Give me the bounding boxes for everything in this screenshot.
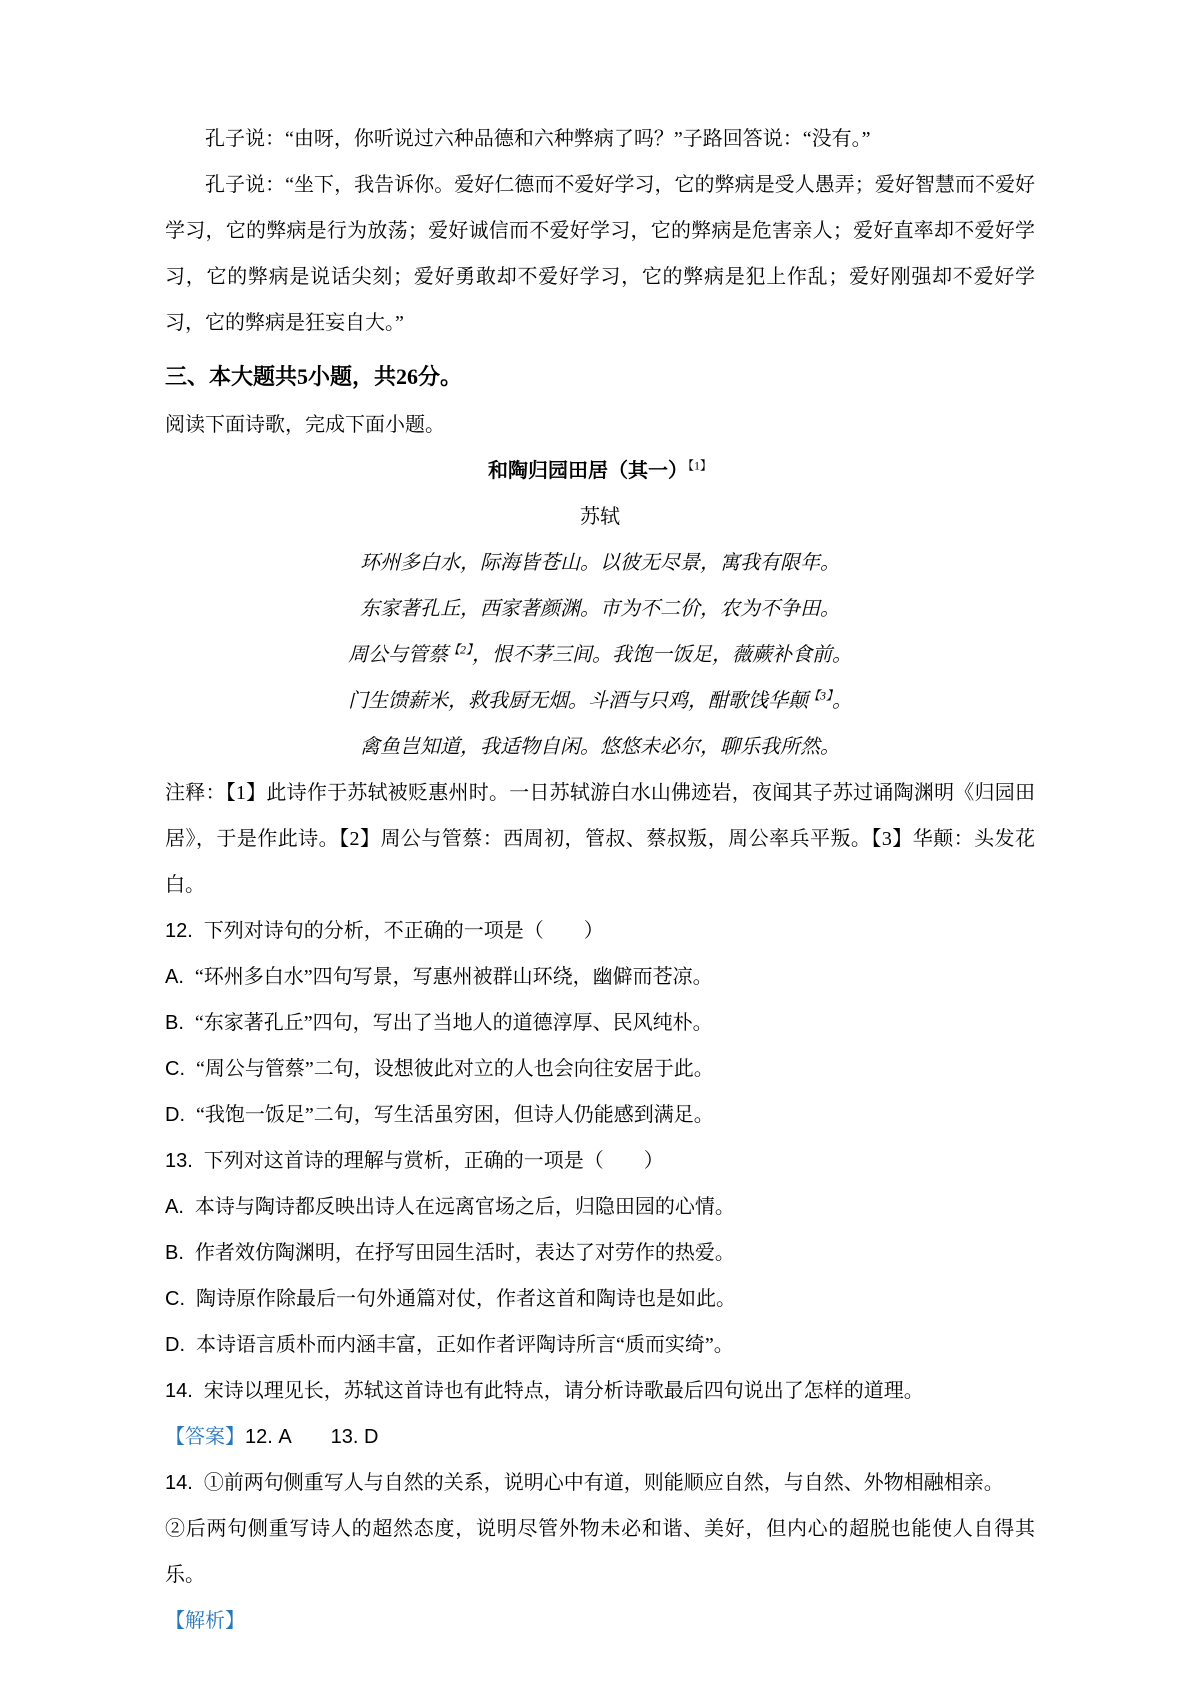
option-text: 作者效仿陶渊明，在抒写田园生活时，表达了对劳作的热爱。 bbox=[194, 1242, 735, 1265]
analysis-label: 【解析】 bbox=[165, 1610, 245, 1633]
question-13-option-a bbox=[165, 1184, 1035, 1230]
option-text: 本诗语言质朴而内涵丰富，正如作者评陶诗所言“质而实绮”。 bbox=[196, 1334, 734, 1357]
poem-author: 苏轼 bbox=[580, 506, 620, 529]
option-label: A. bbox=[165, 966, 184, 989]
question-13-option-d bbox=[165, 1322, 1035, 1368]
option-text: “东家著孔丘”四句，写出了当地人的道德淳厚、民风纯朴。 bbox=[194, 1012, 713, 1035]
poem-line-1 bbox=[165, 540, 1035, 586]
poem-line-2 bbox=[165, 586, 1035, 632]
poem-line-4 bbox=[165, 678, 1035, 724]
option-text: 本诗与陶诗都反映出诗人在远离官场之后，归隐田园的心情。 bbox=[194, 1196, 735, 1219]
question-12-option-d bbox=[165, 1092, 1035, 1138]
option-label: B. bbox=[165, 1242, 184, 1265]
answer-label: 【答案】 bbox=[165, 1426, 245, 1449]
answer-detail-2 bbox=[165, 1506, 1035, 1598]
question-13-stem bbox=[165, 1138, 1035, 1184]
question-number: 14. bbox=[165, 1380, 193, 1403]
answer-detail-text: ①前两句侧重写人与自然的关系，说明心中有道，则能顺应自然，与自然、外物相融相亲。 bbox=[203, 1472, 1004, 1495]
option-label: B. bbox=[165, 1012, 184, 1035]
answer-detail-number: 14. bbox=[165, 1472, 193, 1495]
option-label: D. bbox=[165, 1334, 185, 1357]
option-text: 陶诗原作除最后一句外通篇对仗，作者这首和陶诗也是如此。 bbox=[196, 1288, 736, 1311]
question-12-option-a bbox=[165, 954, 1035, 1000]
poem-line-text: 东家著孔丘，西家著颜渊。市为不二价，农为不争田。 bbox=[360, 598, 840, 621]
poem-line-text: 。 bbox=[832, 690, 852, 713]
poem-title-text: 和陶归园田居（其一） bbox=[487, 460, 688, 483]
answer-line bbox=[165, 1414, 1035, 1460]
poem-line-text: 禽鱼岂知道，我适物自闲。悠悠未必尔，聊乐我所然。 bbox=[360, 736, 840, 759]
footnote-mark: 【2】 bbox=[447, 642, 472, 657]
section-heading: 三、本大题共5小题，共26分。 bbox=[165, 364, 463, 389]
footnote-mark: 【3】 bbox=[807, 688, 832, 703]
question-13-option-c bbox=[165, 1276, 1035, 1322]
question-stem-text: 宋诗以理见长，苏轼这首诗也有此特点，请分析诗歌最后四句说出了怎样的道理。 bbox=[203, 1380, 924, 1403]
poem-line-text: 环州多白水，际海皆苍山。以彼无尽景，寓我有限年。 bbox=[360, 552, 840, 575]
question-number: 12. bbox=[165, 920, 193, 943]
question-number: 13. bbox=[165, 1150, 193, 1173]
question-12-option-c bbox=[165, 1046, 1035, 1092]
option-label: D. bbox=[165, 1104, 185, 1127]
paragraph-dialogue-1: 孔子说：“由呀，你听说过六种品德和六种弊病了吗？”子路回答说：“没有。” bbox=[205, 128, 871, 150]
question-stem-text: 下列对这首诗的理解与赏析，正确的一项是（ ） bbox=[203, 1150, 664, 1173]
answer-detail-text: ②后两句侧重写诗人的超然态度，说明尽管外物未必和谐、美好，但内心的超脱也能使人自得其乐。 bbox=[165, 1518, 1035, 1587]
option-label: A. bbox=[165, 1196, 184, 1219]
question-stem-text: 下列对诗句的分析，不正确的一项是（ ） bbox=[203, 920, 604, 943]
question-12-stem bbox=[165, 908, 1035, 954]
poem-notes: 注释：【1】此诗作于苏轼被贬惠州时。一日苏轼游白水山佛迹岩，夜闻其子苏过诵陶渊明《归园田居》，于是作此诗。【2】周公与管蔡：西周初，管叔、蔡叔叛，周公率兵平叛。【3】华颠：头发花白。 bbox=[165, 782, 1035, 897]
question-13 bbox=[165, 1138, 1035, 1368]
question-13-option-b bbox=[165, 1230, 1035, 1276]
poem-line-text: 门生馈薪米，救我厨无烟。斗酒与只鸡，酣歌饯华颠 bbox=[347, 690, 808, 713]
poem-line-3 bbox=[165, 632, 1035, 678]
poem-line-5 bbox=[165, 724, 1035, 770]
question-12 bbox=[165, 908, 1035, 1138]
question-12-option-b bbox=[165, 1000, 1035, 1046]
option-label: C. bbox=[165, 1288, 185, 1311]
poem-line-text: ，恨不茅三间。我饱一饭足，薇蕨补食前。 bbox=[472, 644, 852, 667]
answer-values: 12. A 13. D bbox=[245, 1426, 379, 1449]
question-14-stem bbox=[165, 1368, 1035, 1414]
option-text: “周公与管蔡”二句，设想彼此对立的人也会向往安居于此。 bbox=[196, 1058, 714, 1081]
analysis-line bbox=[165, 1598, 1035, 1644]
poem-line-text: 周公与管蔡 bbox=[347, 644, 448, 667]
poem-block bbox=[165, 448, 1035, 770]
option-text: “我饱一饭足”二句，写生活虽穷困，但诗人仍能感到满足。 bbox=[196, 1104, 714, 1127]
option-label: C. bbox=[165, 1058, 185, 1081]
reading-instruction: 阅读下面诗歌，完成下面小题。 bbox=[165, 414, 445, 437]
poem-title-footnote-mark: 【1】 bbox=[687, 458, 712, 473]
option-text: “环州多白水”四句写景，写惠州被群山环绕，幽僻而苍凉。 bbox=[194, 966, 713, 989]
poem-title bbox=[165, 448, 1035, 494]
paragraph-dialogue-2: 孔子说：“坐下，我告诉你。爱好仁德而不爱好学习，它的弊病是受人愚弄；爱好智慧而不爱好学习，它的弊病是行为放荡；爱好诚信而不爱好学习，它的弊病是危害亲人；爱好直率却不爱好学习，它的弊病是说话尖刻；爱好勇敢却不爱好学习，它的弊病是犯上作乱；爱好刚强却不爱好学习，它的弊病是狂妄自大。” bbox=[165, 174, 1035, 334]
answer-detail-1 bbox=[165, 1460, 1035, 1506]
